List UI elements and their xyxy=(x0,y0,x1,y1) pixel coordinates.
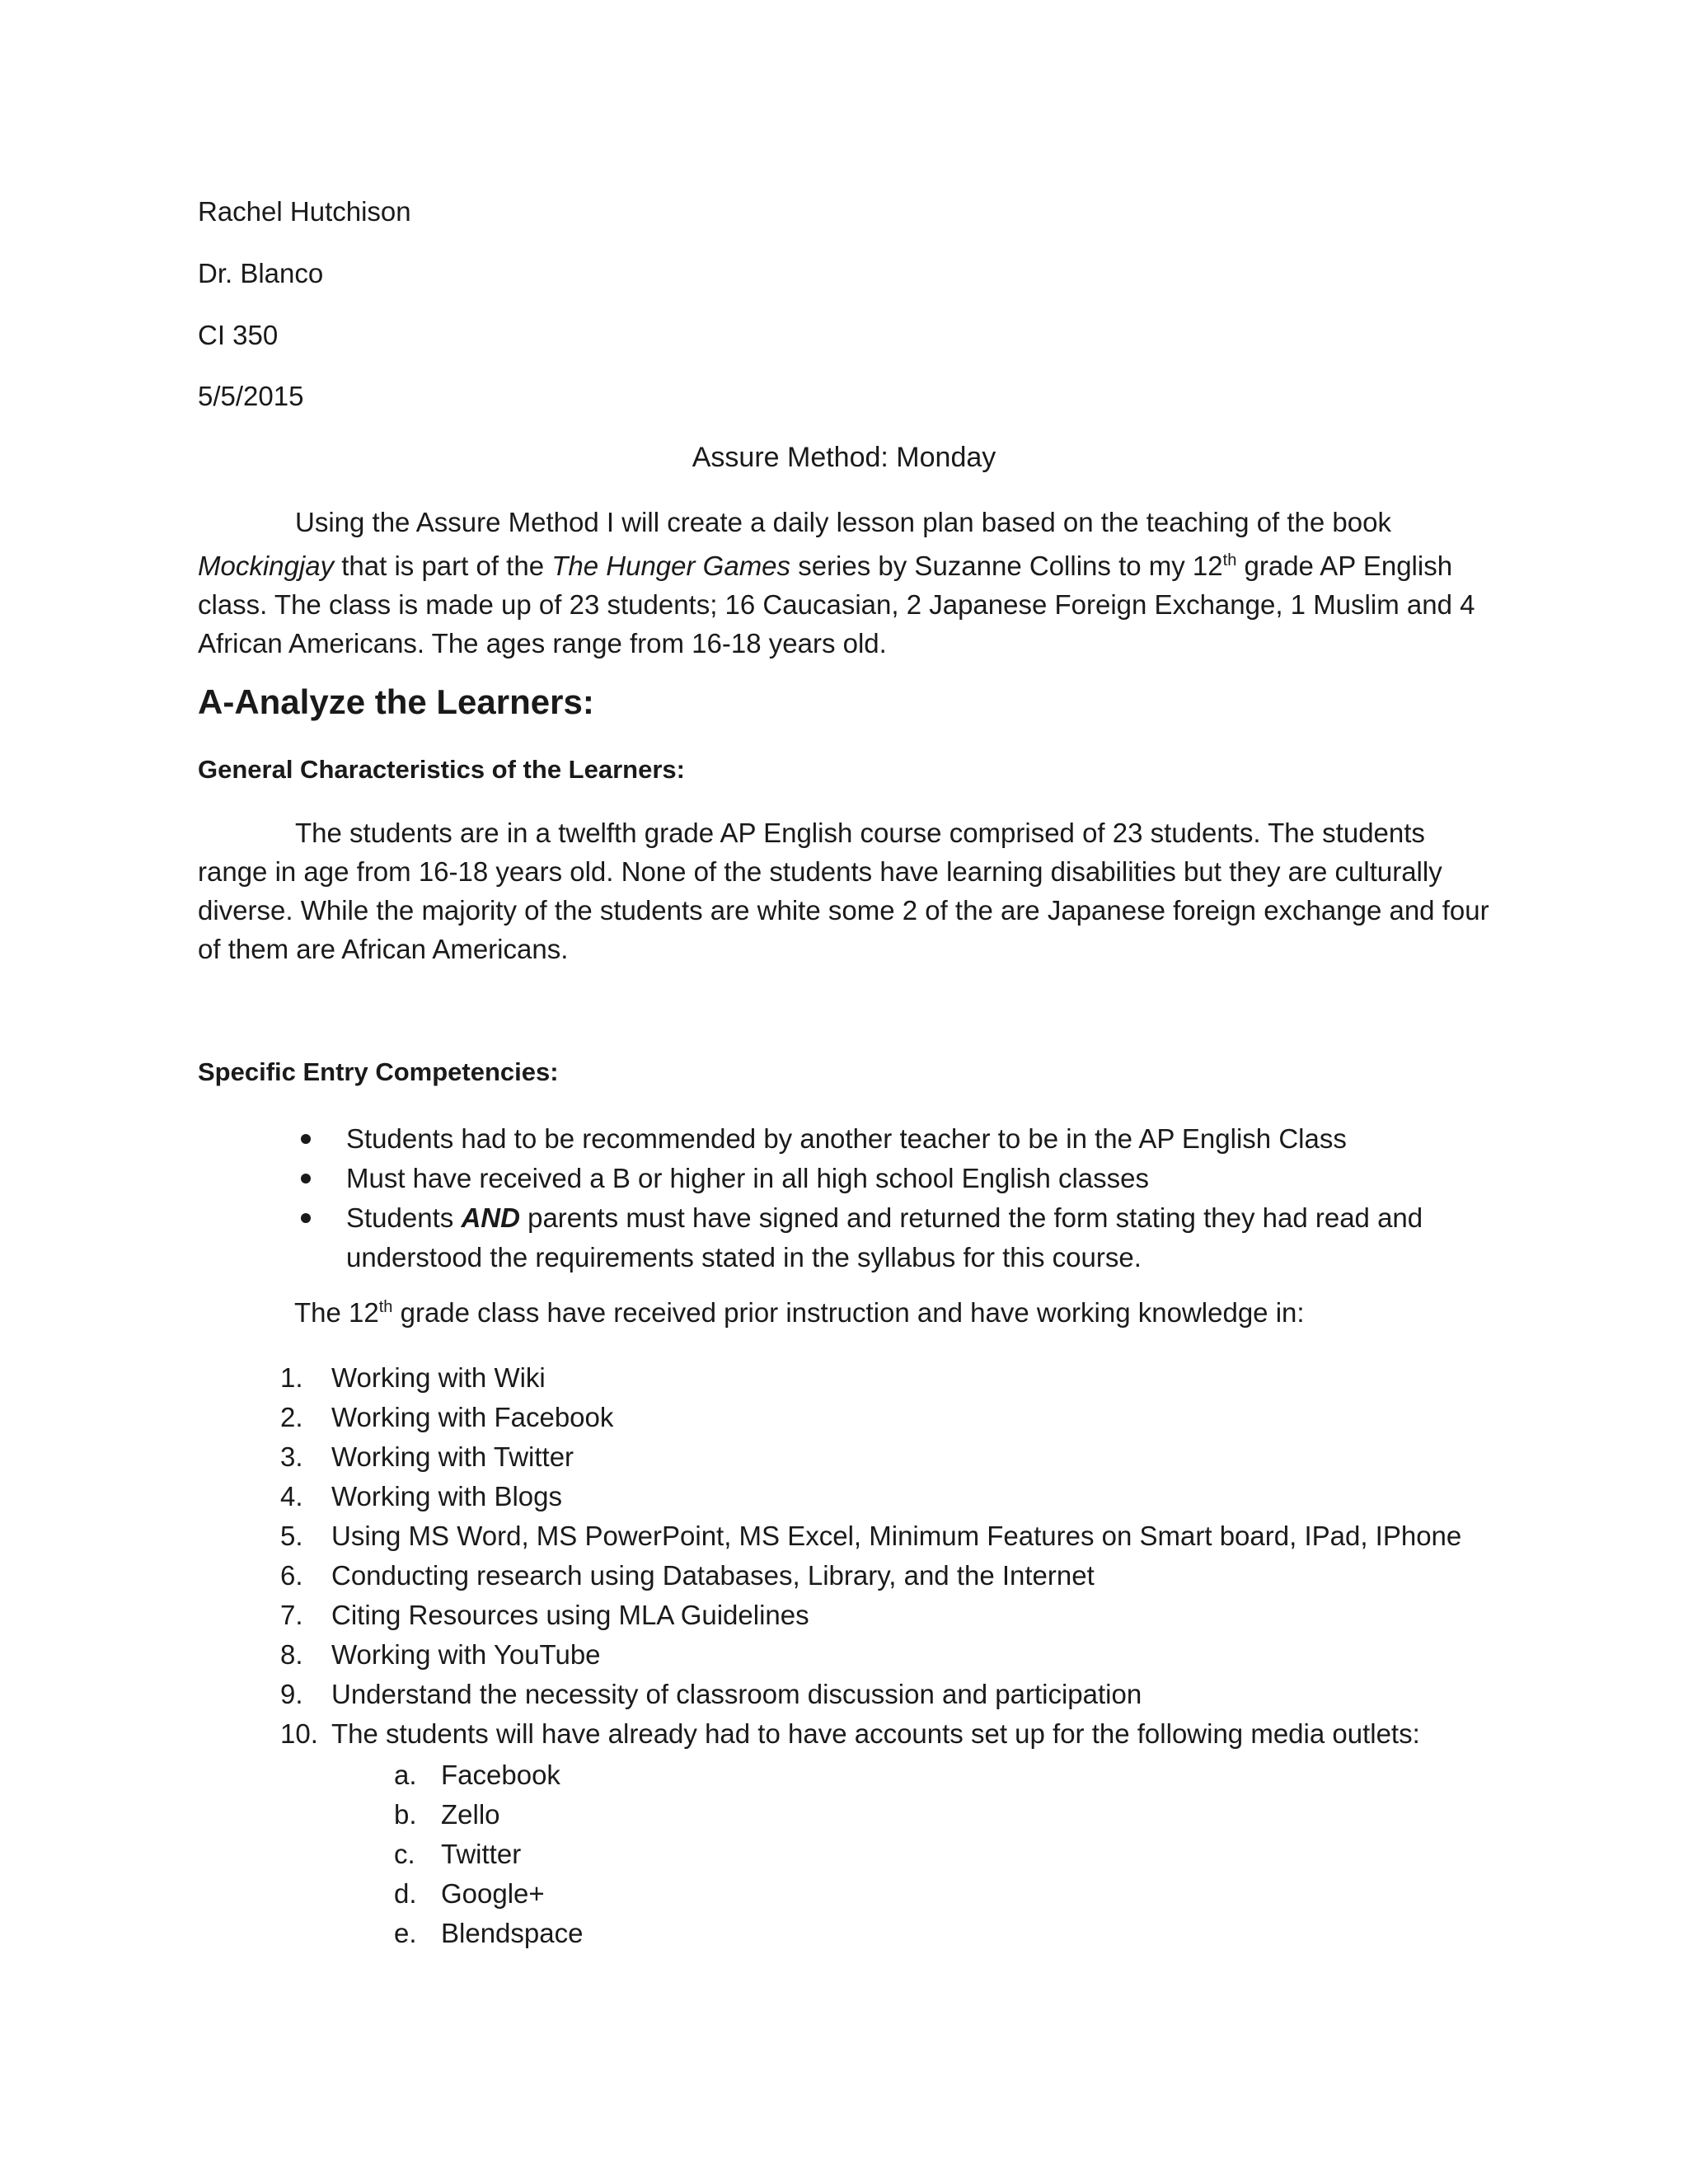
intro-text-3: series by Suzanne Collins to my 12 xyxy=(790,551,1223,581)
series-title: The Hunger Games xyxy=(551,551,791,581)
list-item: 3. Working with Twitter xyxy=(280,1441,574,1472)
list-item: 1. Working with Wiki xyxy=(280,1362,546,1393)
emphasis-and: AND xyxy=(461,1202,520,1233)
list-item: Must have received a B or higher in all high school English classes xyxy=(346,1159,1500,1198)
list-item: 2. Working with Facebook xyxy=(280,1402,614,1432)
list-item: 10. The students will have already had to have accounts set up for the following media outlets: xyxy=(280,1718,1420,1749)
list-item: 9. Understand the necessity of classroom discussion and participation xyxy=(280,1679,1142,1709)
bullet-icon xyxy=(301,1134,311,1144)
list-item: 5. Using MS Word, MS PowerPoint, MS Excel, Minimum Features on Smart board, IPad, IPhone xyxy=(280,1521,1462,1551)
section-heading-analyze: A-Analyze the Learners: xyxy=(198,682,594,721)
instructor-name: Dr. Blanco xyxy=(198,258,324,288)
list-item: Students had to be recommended by another teacher to be in the AP English Class xyxy=(346,1119,1500,1159)
entry-competencies-list xyxy=(346,1119,1500,1277)
entry-competencies-heading: Specific Entry Competencies: xyxy=(198,1057,559,1086)
document-date: 5/5/2015 xyxy=(198,381,304,411)
list-item: 8. Working with YouTube xyxy=(280,1639,601,1670)
list-item: 6. Conducting research using Databases, Library, and the Internet xyxy=(280,1560,1095,1591)
list-item: 7. Citing Resources using MLA Guidelines xyxy=(280,1600,809,1630)
intro-paragraph xyxy=(198,503,1492,663)
media-outlets-list xyxy=(394,1755,583,1953)
list-item: 4. Working with Blogs xyxy=(280,1481,563,1511)
intro-superscript: th xyxy=(1222,551,1237,569)
intro-text-2: that is part of the xyxy=(334,551,552,581)
list-item: Students AND parents must have signed and returned the form stating they had read and understood the requirements stated in the syllabus for this course. xyxy=(346,1198,1500,1277)
list-item: b. Zello xyxy=(394,1799,500,1830)
general-characteristics-text: The students are in a twelfth grade AP English course comprised of 23 students. The students range in age from 16-18 years old. None of the students have learning disabilities but they are culturally diverse. While the majority of the students are white some 2 of the are Japanese foreign exchange and four of them are African Americans. xyxy=(198,818,1489,964)
bullet-icon xyxy=(301,1174,311,1183)
course-code: CI 350 xyxy=(198,320,279,350)
general-characteristics-paragraph xyxy=(198,813,1492,968)
intro-text-4: grade AP English class. The class is made up of 23 students; 16 Caucasian, 2 Japanese Foreign Exchange, 1 Muslim and 4 African Americans. The ages range from 16-18 years old. xyxy=(198,551,1475,658)
list-item: a. Facebook xyxy=(394,1760,560,1790)
bullet-icon xyxy=(301,1213,311,1223)
general-characteristics-heading: General Characteristics of the Learners: xyxy=(198,755,685,784)
author-name: Rachel Hutchison xyxy=(198,196,411,227)
list-item: e. Blendspace xyxy=(394,1918,584,1948)
book-title: Mockingjay xyxy=(198,551,335,581)
list-item: c. Twitter xyxy=(394,1839,522,1869)
page-title: Assure Method: Monday xyxy=(692,442,996,473)
prior-instruction-line: The 12th grade class have received prior instruction and have working knowledge in: xyxy=(294,1297,1305,1328)
list-item: d. Google+ xyxy=(394,1878,545,1909)
prior-knowledge-list xyxy=(280,1358,1517,1754)
intro-text-1: Using the Assure Method I will create a daily lesson plan based on the teaching of the book xyxy=(295,507,1391,537)
